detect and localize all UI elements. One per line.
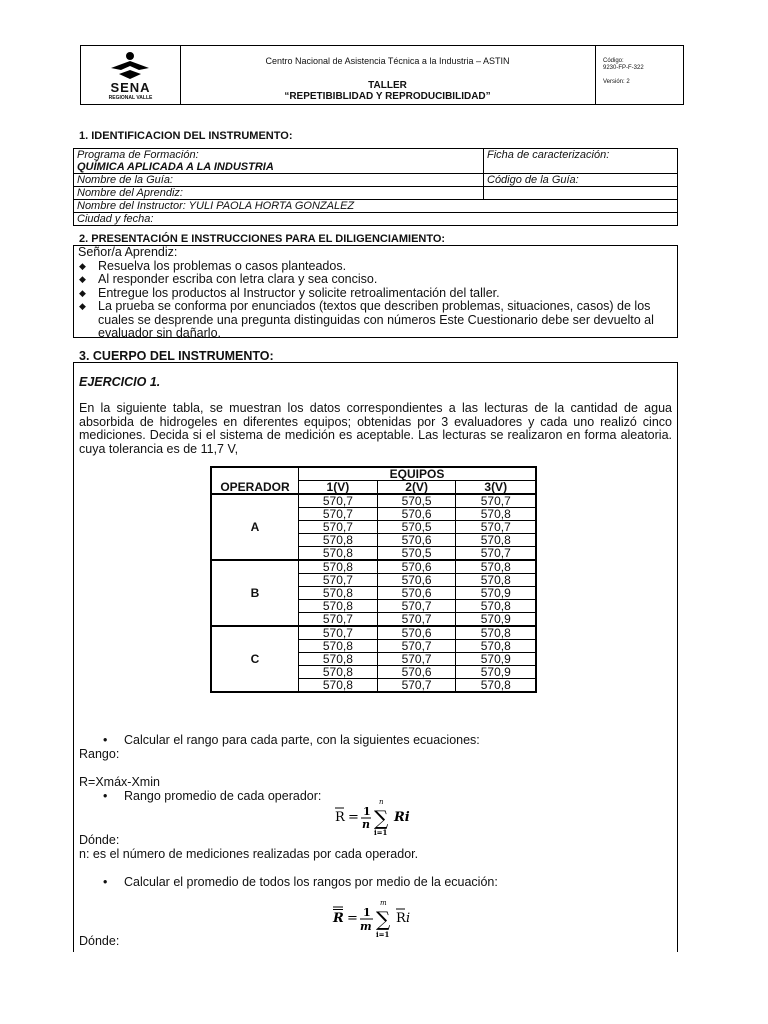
document-subtitle: “REPETIBIBLIDAD Y REPRODUCIBILIDAD” xyxy=(284,91,491,102)
svg-text:i=1: i=1 xyxy=(376,930,390,939)
table-cell: 570,8 xyxy=(299,534,378,547)
donde-label: Dónde: xyxy=(79,833,120,847)
data-table-body xyxy=(211,494,536,692)
logo-subtext: REGIONAL VALLE xyxy=(108,95,153,101)
table-cell: 570,7 xyxy=(377,679,456,693)
equation-rdoublebar-graphic xyxy=(332,896,427,940)
instruction-item: ◆ La prueba se conforma por enunciados (textos que describen problemas, situaciones, casos) de los cuales se desprende una pregunta distinguidas con números Este Cuestionario debe ser devuelto al evaluador sin dañarlo. xyxy=(78,300,673,341)
svg-text:m: m xyxy=(380,899,387,907)
header-meta xyxy=(595,46,683,104)
identification-table xyxy=(73,148,678,226)
version: Versión: 2 xyxy=(603,79,630,85)
table-cell: 570,6 xyxy=(377,560,456,574)
operator-header: OPERADOR xyxy=(211,481,299,495)
svg-text:∑: ∑ xyxy=(376,907,391,931)
table-cell: 570,9 xyxy=(456,613,536,627)
table-cell: 570,8 xyxy=(456,626,536,640)
code-label: Código: xyxy=(603,58,624,64)
table-cell: 570,9 xyxy=(456,653,536,666)
operator-name: C xyxy=(211,626,299,692)
table-cell: 570,7 xyxy=(299,494,378,508)
header-center xyxy=(180,46,596,104)
exercise-title: EJERCICIO 1. xyxy=(79,375,161,389)
table-cell: 570,7 xyxy=(456,547,536,561)
svg-text:R: R xyxy=(396,911,406,926)
table-cell: 570,7 xyxy=(377,600,456,613)
ciudad-label: Ciudad y fecha: xyxy=(74,213,678,226)
table-cell: 570,7 xyxy=(299,508,378,521)
instructions-box xyxy=(73,245,678,338)
table-cell: 570,7 xyxy=(456,494,536,508)
center-name: Centro Nacional de Asistencia Técnica a la Industria – ASTIN xyxy=(265,56,510,66)
programa-cell xyxy=(74,149,484,174)
document-title: TALLER xyxy=(368,80,407,91)
table-cell: 570,7 xyxy=(299,613,378,627)
operator-name: B xyxy=(211,560,299,626)
table-cell: 570,9 xyxy=(456,666,536,679)
table-cell: 570,7 xyxy=(299,626,378,640)
instructor-label: Nombre del Instructor: YULI PAOLA HORTA GONZALEZ xyxy=(74,200,678,213)
document-header xyxy=(80,45,684,105)
ficha-label: Ficha de caracterización: xyxy=(484,149,678,174)
table-cell: 570,6 xyxy=(377,587,456,600)
column-header: 2(V) xyxy=(377,481,456,495)
column-header: 1(V) xyxy=(299,481,378,495)
table-cell: 570,6 xyxy=(377,534,456,547)
table-cell: 570,7 xyxy=(377,640,456,653)
table-row xyxy=(211,626,536,640)
table-cell: 570,6 xyxy=(377,574,456,587)
greeting: Señor/a Aprendiz: xyxy=(78,245,178,259)
donde-label-2: Dónde: xyxy=(79,934,120,948)
svg-text:m: m xyxy=(360,920,372,933)
donde-block xyxy=(79,833,669,889)
svg-text:1: 1 xyxy=(363,805,371,818)
table-cell: 570,7 xyxy=(377,653,456,666)
n-description: n: es el número de mediciones realizadas por cada operador. xyxy=(79,847,419,861)
svg-text:i=1: i=1 xyxy=(374,828,388,837)
sena-logo xyxy=(81,46,181,104)
aprendiz-label: Nombre del Aprendiz: xyxy=(74,187,484,200)
table-cell: 570,7 xyxy=(299,521,378,534)
bullet-rango: • Calcular el rango para cada parte, con la siguientes ecuaciones: xyxy=(79,733,669,747)
instruction-item: ◆ Al responder escriba con letra clara y sea conciso. xyxy=(78,273,673,287)
svg-text:i: i xyxy=(406,911,411,926)
svg-text:R: R xyxy=(333,911,344,926)
table-cell: 570,8 xyxy=(456,508,536,521)
rango-formula: R=Xmáx-Xmin xyxy=(79,775,160,789)
rango-label: Rango: xyxy=(79,747,120,761)
svg-text:Ri: Ri xyxy=(394,810,410,825)
svg-text:n: n xyxy=(362,818,370,831)
equation-rbar-graphic xyxy=(334,795,424,837)
operator-name: A xyxy=(211,494,299,560)
table-cell: 570,8 xyxy=(456,560,536,574)
table-cell: 570,8 xyxy=(299,600,378,613)
programa-label: Programa de Formación: xyxy=(77,149,199,161)
bullet-promedio-rangos: • Calcular el promedio de todos los rangos por medio de la ecuación: xyxy=(79,875,669,889)
table-cell: 570,8 xyxy=(456,600,536,613)
svg-text:=: = xyxy=(348,810,359,825)
table-cell: 570,8 xyxy=(456,640,536,653)
table-cell: 570,9 xyxy=(456,587,536,600)
section-2-title: 2. PRESENTACIÓN E INSTRUCCIONES PARA EL DILIGENCIAMIENTO: xyxy=(79,233,446,245)
svg-text:∑: ∑ xyxy=(374,806,389,830)
table-cell: 570,5 xyxy=(377,494,456,508)
table-cell: 570,6 xyxy=(377,626,456,640)
codigo-guia-label: Código de la Guía: xyxy=(484,174,678,187)
table-cell: 570,8 xyxy=(299,587,378,600)
calculations xyxy=(79,733,669,803)
data-table xyxy=(210,466,537,693)
programa-value: QUÍMICA APLICADA A LA INDUSTRIA xyxy=(77,161,274,173)
table-cell: 570,8 xyxy=(299,640,378,653)
equipos-header: EQUIPOS xyxy=(299,467,537,481)
equation-promedio-rangos xyxy=(332,896,427,945)
table-cell: 570,7 xyxy=(456,521,536,534)
section-3-title: 3. CUERPO DEL INSTRUMENTO: xyxy=(79,349,274,363)
svg-text:R: R xyxy=(335,810,345,825)
table-cell: 570,8 xyxy=(299,547,378,561)
instructions-list xyxy=(78,260,673,341)
table-cell: 570,7 xyxy=(377,613,456,627)
logo-text: SENA xyxy=(110,80,151,95)
guia-label: Nombre de la Guía: xyxy=(74,174,484,187)
column-header: 3(V) xyxy=(456,481,536,495)
table-cell: 570,5 xyxy=(377,547,456,561)
table-cell: 570,8 xyxy=(456,679,536,693)
table-cell: 570,8 xyxy=(456,534,536,547)
table-cell: 570,8 xyxy=(299,679,378,693)
table-cell: 570,6 xyxy=(377,666,456,679)
instruction-item: ◆ Resuelva los problemas o casos planteados. xyxy=(78,260,673,274)
svg-text:n: n xyxy=(379,798,384,806)
bullet-rango-promedio: • Rango promedio de cada operador: xyxy=(79,789,669,803)
table-cell: 570,8 xyxy=(299,666,378,679)
table-cell: 570,8 xyxy=(299,653,378,666)
table-cell: 570,8 xyxy=(299,560,378,574)
svg-text:=: = xyxy=(347,911,358,926)
instruction-item: ◆ Entregue los productos al Instructor y solicite retroalimentación del taller. xyxy=(78,287,673,301)
svg-text:1: 1 xyxy=(363,906,371,919)
table-cell: 570,5 xyxy=(377,521,456,534)
table-row xyxy=(211,560,536,574)
section-1-title: 1. IDENTIFICACION DEL INSTRUMENTO: xyxy=(79,130,293,142)
code-value: 9230-FP-F-322 xyxy=(603,65,644,71)
table-cell: 570,7 xyxy=(299,574,378,587)
table-cell: 570,8 xyxy=(456,574,536,587)
table-row xyxy=(211,494,536,508)
table-cell: 570,6 xyxy=(377,508,456,521)
exercise-paragraph: En la siguiente tabla, se muestran los datos correspondientes a las lecturas de la cantidad de agua absorbida de hidrogeles en diferentes equipos; obtenidas por 3 evaluadores y cada uno realizó cinco mediciones. Decida si el sistema de medición es aceptable. Las lecturas se realizaron en forma aleatoria. cuya tolerancia es de 11,7 V, xyxy=(79,401,672,456)
